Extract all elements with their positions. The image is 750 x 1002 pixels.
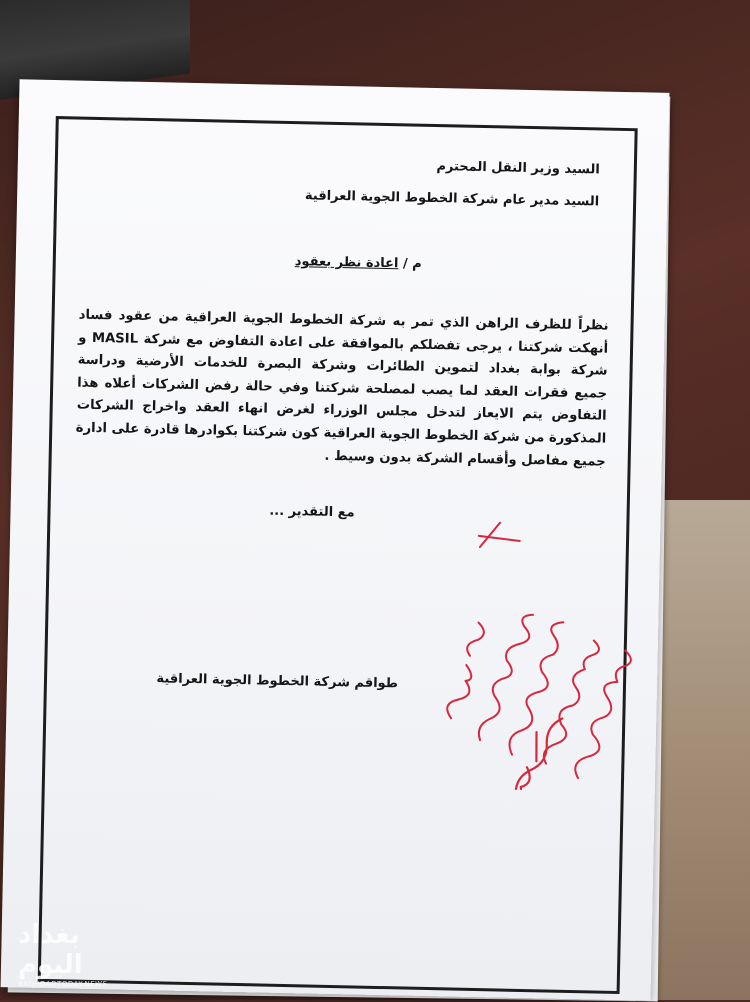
letter-body — [76, 305, 609, 474]
closing-line: مع التقدير ... — [269, 503, 355, 521]
news-watermark — [18, 920, 128, 988]
body-line: شركة بوابة بغداد لتموين الطائرات وشركة البصرة للخدمات الأرضية ودراسة — [77, 352, 608, 379]
letter-page — [1, 79, 670, 1000]
watermark-logo: بغداد اليوم — [18, 920, 83, 980]
recipient-line-2: السيد مدير عام شركة الخطوط الجوية العراقية — [304, 188, 600, 210]
body-line: التفاوض يتم الايعاز لتدخل مجلس الوزراء لغرض انهاء العقد واخراج الشركات — [76, 397, 607, 425]
recipient-line-1: السيد وزير النقل المحترم — [436, 159, 600, 178]
subject-text: اعادة نظر بعقود — [294, 254, 399, 272]
signature-line: طواقم شركة الخطوط الجوية العراقية — [156, 671, 399, 692]
body-line: جميع فقرات العقد لما يصب لمصلحة شركتنا وفي حالة رفض الشركات أعلاه هذا — [77, 375, 608, 402]
watermark-site: BAGHDADTODAY.NEWS — [18, 980, 108, 988]
handwritten-approval-note — [395, 467, 662, 792]
body-line: جميع مفاصل وأقسام الشركة بدون وسيط . — [324, 448, 606, 470]
subject-prefix: م / — [402, 256, 422, 272]
subject-line — [295, 254, 422, 272]
body-line: نظراً للظرف الراهن الذي تمر به شركة الخطوط الجوية العراقية من عقود فساد — [78, 307, 609, 334]
body-line: المذكورة من شركة الخطوط الجوية العراقية كون شركتنا بكوادرها قادرة على ادارة — [75, 420, 607, 447]
body-line: أنهكت شركتنا ، يرجى تفضلكم بالموافقة على اعادة التفاوض مع شركة MASIL و — [78, 330, 609, 357]
